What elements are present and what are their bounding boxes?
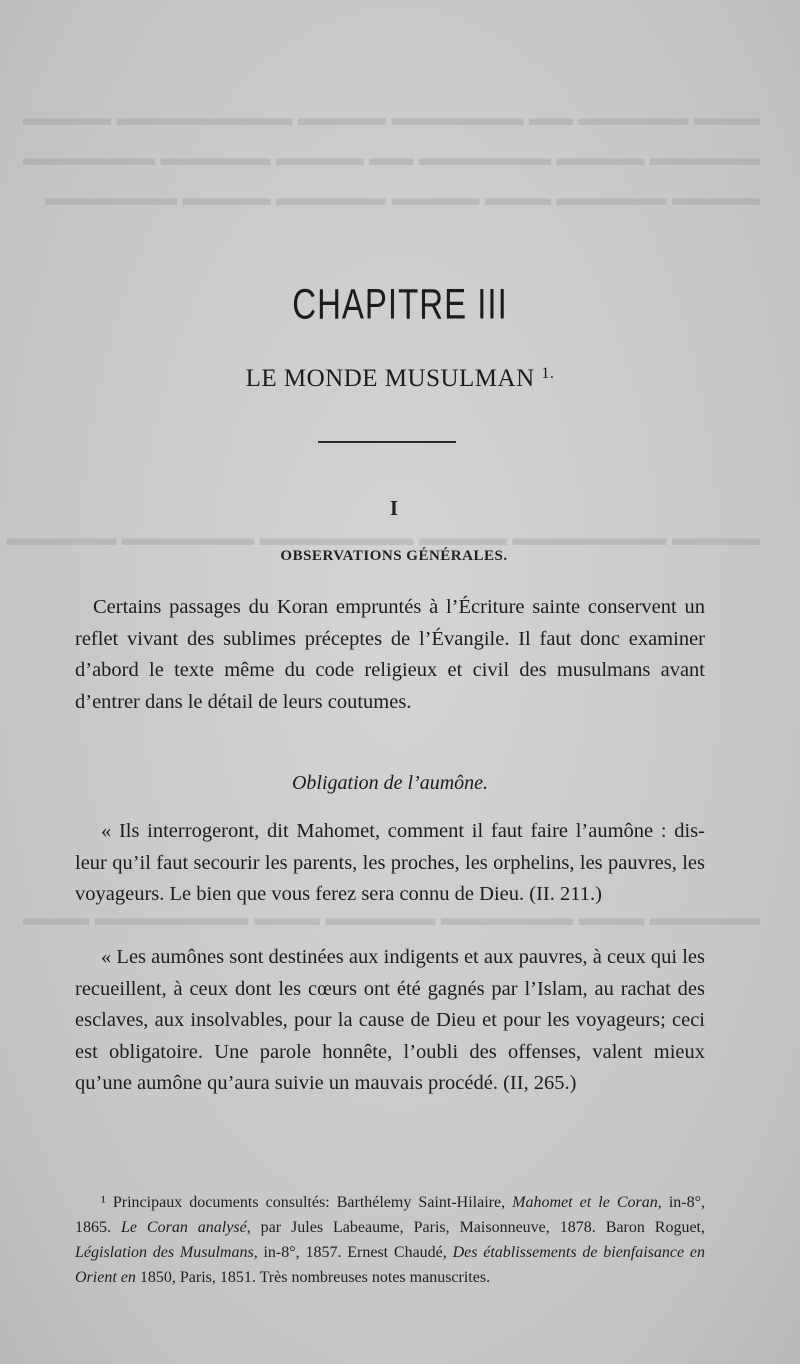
title-rule xyxy=(318,441,456,443)
footnote-title: Le Coran analysé xyxy=(120,1219,247,1236)
footnote-text: , in-8°, 1865. xyxy=(75,1194,706,1236)
chapter-title: CHAPITRE III xyxy=(292,280,508,328)
footnote-text: Principaux documents consultés: Barthélemy Saint-Hilaire, xyxy=(112,1194,513,1211)
section-number: I xyxy=(389,496,399,520)
footnote-text: , par Jules Labeaume, Paris, Maisonneuve, 1878. Baron Roguet, xyxy=(246,1219,706,1236)
show-through-texture: ▬▬▬▬ ▬▬▬▬▬ ▬▬▬ ▬▬▬▬ ▬▬▬▬▬ ▬▬▬▬ ▬▬▬▬▬▬ xyxy=(45,185,760,210)
footnote-marker: ¹ xyxy=(101,1194,106,1211)
quote-paragraph-1: « Ils interrogeront, dit Mahomet, comment il faut faire l’aumône : dis-leur qu’il faut secourir les parents, les proches, les orphelins, les pauvres, les voyageurs. Le bien que vous ferez sera connu de Dieu. (II. 211.) xyxy=(75,820,705,905)
quote-paragraph-2: « Les aumônes sont destinées aux indigents et aux pauvres, à ceux qui les recueillent, à ceux dont les cœurs ont été gagnés par l’Islam, au rachat des esclaves, aux insolvables, pour la cause de Dieu et pour les voyageurs; ceci est obligatoire. Une parole honnête, l’oubli des offenses, valent mieux qu’une aumône qu’aura suivie un mauvais procédé. (II, 265.) xyxy=(75,946,705,1094)
show-through-texture: ▬▬▬▬▬ ▬▬▬ ▬▬▬▬▬▬ ▬▬▬▬▬ ▬▬▬ ▬▬▬▬▬▬▬ ▬▬▬ xyxy=(23,905,760,930)
subheading: Obligation de l’aumône. xyxy=(291,772,489,794)
show-through-texture: ▬▬▬▬▬ ▬▬▬▬ ▬▬▬▬▬▬ ▬▬ ▬▬▬▬ ▬▬▬▬▬ ▬▬▬▬▬▬ xyxy=(23,145,760,170)
footnote xyxy=(75,1190,705,1290)
show-through-texture: ▬▬▬▬ ▬▬▬▬▬▬▬ ▬▬▬▬ ▬▬▬▬▬▬▬ ▬▬▬▬▬▬ ▬▬▬▬▬ xyxy=(6,525,760,550)
footnote-title: Mahomet et le Coran xyxy=(512,1194,658,1211)
show-through-texture: ▬▬▬ ▬▬▬▬▬ ▬▬ ▬▬▬▬▬▬ ▬▬▬▬ ▬▬▬▬▬▬▬▬ ▬▬▬▬ xyxy=(23,105,760,130)
footnote-text: 1850, Paris, 1851. Très nombreuses notes manuscrites. xyxy=(135,1269,491,1286)
footnote-reference: 1. xyxy=(541,365,555,382)
chapter-subtitle xyxy=(0,365,800,393)
footnote-title: Des établissements de bienfaisance en Orient en xyxy=(75,1244,706,1286)
footnote-text: , in-8°, 1857. Ernest Chaudé, xyxy=(253,1244,453,1261)
intro-paragraph: Certains passages du Koran empruntés à l’Écriture sainte conservent un reflet vivant des sublimes préceptes de l’Évangile. Il faut donc examiner d’abord le texte même du code religieux et civil des musulmans avant d’entrer dans le détail de leurs coutumes. xyxy=(75,596,705,713)
chapter-subtitle-text: LE MONDE MUSULMAN xyxy=(245,365,535,392)
section-title: OBSERVATIONS GÉNÉRALES. xyxy=(280,548,508,564)
footnote-title: Législation des Musulmans xyxy=(75,1244,254,1261)
